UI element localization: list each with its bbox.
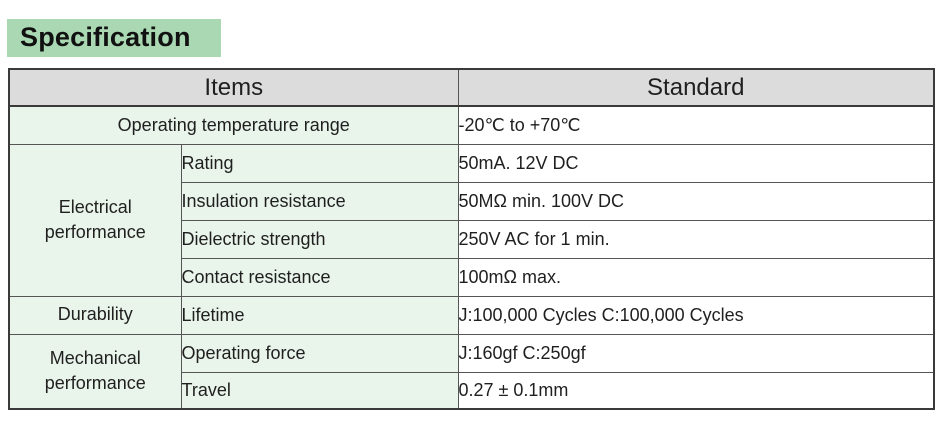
table-header-row xyxy=(9,69,934,106)
category-mechanical-line1: Mechanical xyxy=(49,348,141,369)
item-operating-temperature: Operating temperature range xyxy=(9,106,458,144)
category-durability: Durability xyxy=(9,296,181,334)
table-row xyxy=(9,106,934,144)
value-lifetime: J:100,000 Cycles C:100,000 Cycles xyxy=(458,296,934,334)
value-operating-temperature: -20℃ to +70℃ xyxy=(458,106,934,144)
table-row xyxy=(9,296,934,334)
page-title-tab xyxy=(7,19,221,57)
item-contact-resistance: Contact resistance xyxy=(181,258,458,296)
category-electrical xyxy=(9,144,181,296)
value-travel: 0.27 ± 0.1mm xyxy=(458,372,934,409)
specification-table xyxy=(8,68,935,410)
value-rating: 50mA. 12V DC xyxy=(458,144,934,182)
item-travel: Travel xyxy=(181,372,458,409)
item-dielectric-strength: Dielectric strength xyxy=(181,220,458,258)
value-insulation-resistance: 50MΩ min. 100V DC xyxy=(458,182,934,220)
table-row xyxy=(9,144,934,182)
item-insulation-resistance: Insulation resistance xyxy=(181,182,458,220)
category-mechanical-line2: performance xyxy=(44,373,146,394)
category-electrical-line1: Electrical xyxy=(58,196,132,217)
item-lifetime: Lifetime xyxy=(181,296,458,334)
header-items: Items xyxy=(9,69,458,106)
value-contact-resistance: 100mΩ max. xyxy=(458,258,934,296)
value-dielectric-strength: 250V AC for 1 min. xyxy=(458,220,934,258)
category-electrical-line2: performance xyxy=(44,222,146,242)
value-operating-force: J:160gf C:250gf xyxy=(458,334,934,372)
table-row xyxy=(9,334,934,372)
category-mechanical xyxy=(9,334,181,409)
item-rating: Rating xyxy=(181,144,458,182)
item-operating-force: Operating force xyxy=(181,334,458,372)
header-standard: Standard xyxy=(458,69,934,106)
page-title: Specification xyxy=(20,22,191,52)
